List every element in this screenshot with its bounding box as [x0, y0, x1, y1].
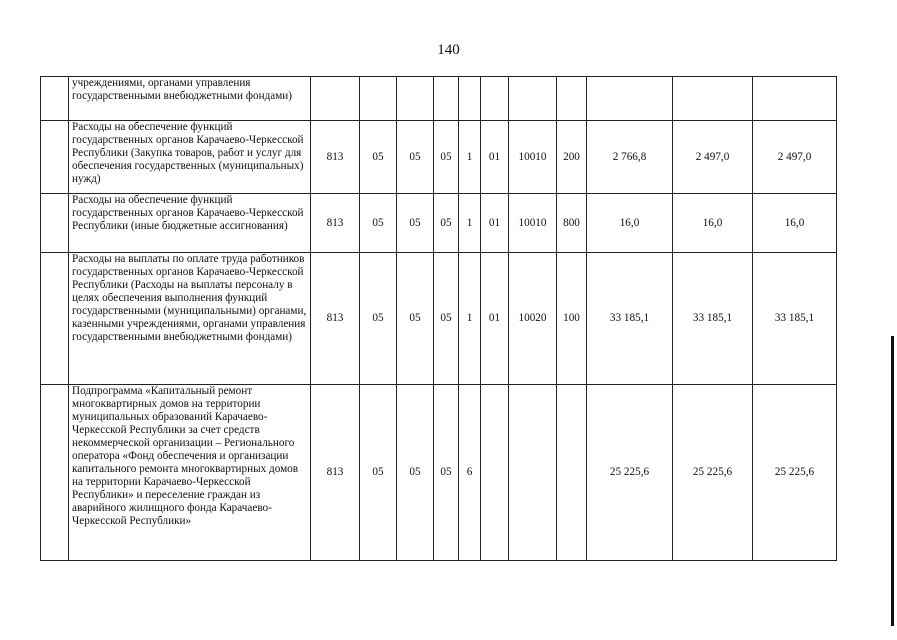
direction-code: 10010 [509, 121, 557, 194]
expense-type-code: 200 [557, 121, 587, 194]
amount-year-2: 33 185,1 [673, 253, 753, 385]
section-code: 05 [360, 385, 397, 561]
amount-year-2: 2 497,0 [673, 121, 753, 194]
program-code: 05 [434, 194, 459, 253]
subprogram-code [459, 77, 481, 121]
amount-year-1: 25 225,6 [587, 385, 673, 561]
ministry-code: 813 [311, 121, 360, 194]
program-code [434, 77, 459, 121]
section-code [360, 77, 397, 121]
measure-code: 01 [481, 253, 509, 385]
amount-year-3: 25 225,6 [753, 385, 837, 561]
subprogram-code: 6 [459, 385, 481, 561]
amount-year-2: 16,0 [673, 194, 753, 253]
table-row [41, 385, 837, 561]
measure-code [481, 385, 509, 561]
table-row [41, 121, 837, 194]
direction-code [509, 77, 557, 121]
row-name: Подпрограмма «Капитальный ремонт многоквартирных домов на территории муниципальных образований Карачаево-Черкесской Республики за счет средств некоммерческой организации – Регионального оператора «Фонд обеспечения и организации капитального ремонта многоквартирных домов на территории Карачаево-Черкесской Республики» и переселение граждан из аварийного жилищного фонда Карачаево-Черкесской Республики» [69, 385, 311, 561]
ministry-code: 813 [311, 385, 360, 561]
amount-year-2: 25 225,6 [673, 385, 753, 561]
ministry-code: 813 [311, 253, 360, 385]
row-name: Расходы на обеспечение функций государственных органов Карачаево-Черкесской Республики (иные бюджетные ассигнования) [69, 194, 311, 253]
table-row [41, 194, 837, 253]
expense-type-code [557, 385, 587, 561]
subsection-code: 05 [397, 385, 434, 561]
row-index-cell [41, 385, 69, 561]
amount-year-2 [673, 77, 753, 121]
program-code: 05 [434, 385, 459, 561]
scan-edge-bar [891, 336, 894, 626]
measure-code: 01 [481, 121, 509, 194]
budget-table [40, 76, 837, 561]
amount-year-3: 16,0 [753, 194, 837, 253]
expense-type-code: 800 [557, 194, 587, 253]
row-index-cell [41, 121, 69, 194]
section-code: 05 [360, 253, 397, 385]
amount-year-1: 33 185,1 [587, 253, 673, 385]
subsection-code [397, 77, 434, 121]
direction-code [509, 385, 557, 561]
measure-code: 01 [481, 194, 509, 253]
subprogram-code: 1 [459, 121, 481, 194]
amount-year-1 [587, 77, 673, 121]
section-code: 05 [360, 194, 397, 253]
subsection-code: 05 [397, 253, 434, 385]
subprogram-code: 1 [459, 253, 481, 385]
direction-code: 10020 [509, 253, 557, 385]
program-code: 05 [434, 253, 459, 385]
direction-code: 10010 [509, 194, 557, 253]
row-index-cell [41, 253, 69, 385]
row-index-cell [41, 194, 69, 253]
amount-year-3 [753, 77, 837, 121]
amount-year-1: 16,0 [587, 194, 673, 253]
row-name: Расходы на обеспечение функций государственных органов Карачаево-Черкесской Республики (Закупка товаров, работ и услуг для обеспечения государственных (муниципальных) нужд) [69, 121, 311, 194]
table-row [41, 77, 837, 121]
page-number: 140 [437, 42, 460, 58]
row-name: Расходы на выплаты по оплате труда работников государственных органов Карачаево-Черкесской Республики (Расходы на выплаты персоналу в целях обеспечения выполнения функций государственными (муниципальными) органами, казенными учреждениями, органами управления государственными внебюджетными фондами) [69, 253, 311, 385]
program-code: 05 [434, 121, 459, 194]
ministry-code [311, 77, 360, 121]
subsection-code: 05 [397, 194, 434, 253]
subsection-code: 05 [397, 121, 434, 194]
row-name: учреждениями, органами управления государственными внебюджетными фондами) [69, 77, 311, 121]
expense-type-code: 100 [557, 253, 587, 385]
table-row [41, 253, 837, 385]
amount-year-3: 33 185,1 [753, 253, 837, 385]
amount-year-1: 2 766,8 [587, 121, 673, 194]
subprogram-code: 1 [459, 194, 481, 253]
row-index-cell [41, 77, 69, 121]
section-code: 05 [360, 121, 397, 194]
expense-type-code [557, 77, 587, 121]
ministry-code: 813 [311, 194, 360, 253]
measure-code [481, 77, 509, 121]
amount-year-3: 2 497,0 [753, 121, 837, 194]
